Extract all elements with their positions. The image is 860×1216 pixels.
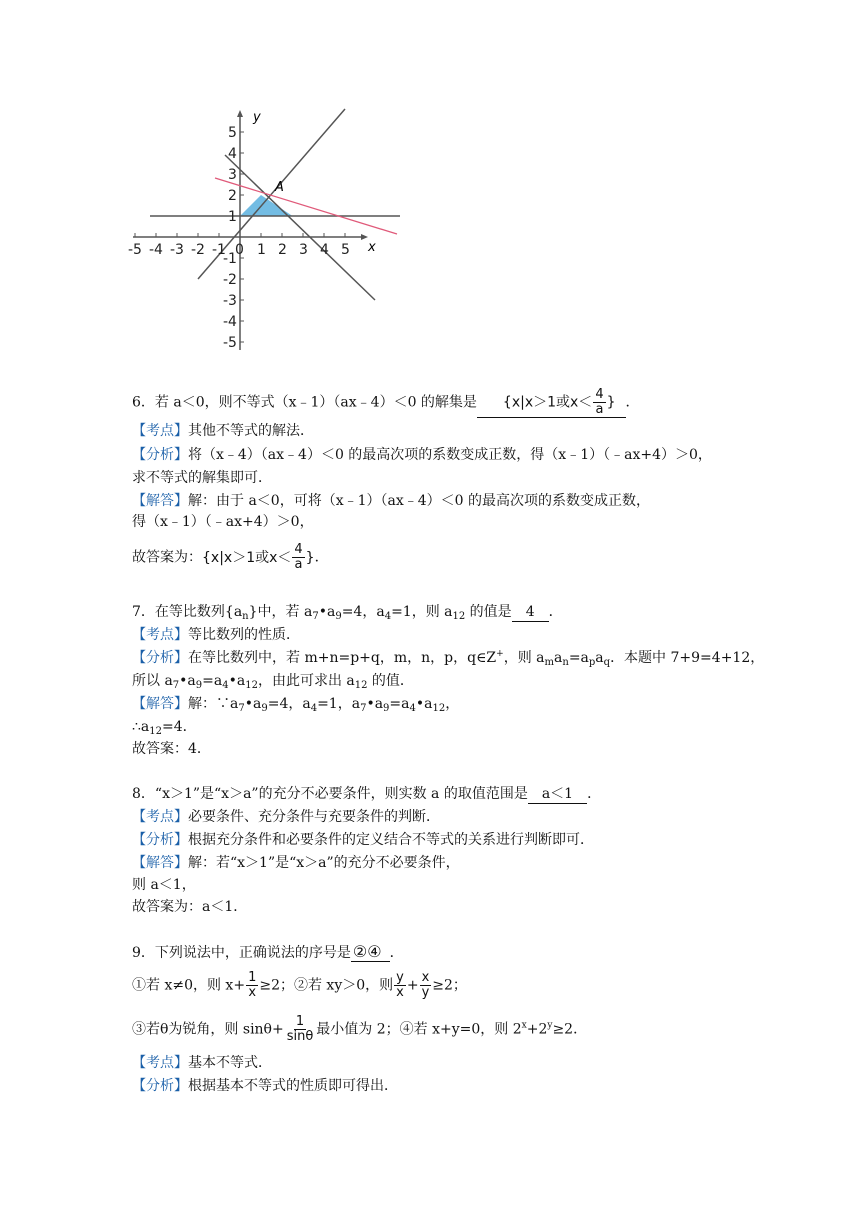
x-tick: 1 bbox=[257, 242, 266, 258]
point-a-label: A bbox=[275, 180, 284, 195]
x-tick: -2 bbox=[191, 242, 205, 258]
y-tick: 1 bbox=[228, 209, 237, 225]
q6-answer: {x|x＞1或x＜ $\frac{4}{a}$ } bbox=[477, 388, 626, 418]
x-tick: 2 bbox=[278, 242, 287, 258]
y-axis-label: y bbox=[253, 110, 261, 125]
q6-fenxi-cont: 求不等式的解集即可． bbox=[132, 470, 272, 486]
y-tick: -2 bbox=[223, 272, 237, 288]
x-tick: 3 bbox=[299, 242, 308, 258]
y-tick: -5 bbox=[223, 335, 237, 351]
q8-fenxi: 【分析】根据充分条件和必要条件的定义结合不等式的关系进行判断即可． bbox=[132, 832, 594, 848]
q7-fenxi-cont: 所以 $a_7•a_9=a_4•a_{12}$，由此可求出 $a_{12}$ 的值． bbox=[132, 673, 414, 691]
coordinate-figure bbox=[125, 105, 405, 355]
q6-fenxi: 【分析】将（x﹣4）（ax﹣4）＜0 的最高次项的系数变成正数，得（x﹣1）（﹣ax+4）＞0， bbox=[132, 447, 712, 463]
x-tick: 5 bbox=[341, 242, 350, 258]
y-tick: -4 bbox=[223, 314, 237, 330]
x-tick: 0 bbox=[235, 242, 244, 258]
q8-stem: 8．“x＞1”是“x＞a”的充分不必要条件，则实数 a 的取值范围是 a＜1 ． bbox=[132, 786, 602, 802]
q9-fenxi: 【分析】根据基本不等式的性质即可得出． bbox=[132, 1078, 398, 1094]
q6-stem: 6．若 a＜0，则不等式（x﹣1）（ax﹣4）＜0 的解集是 {x|x＞1或x＜ $\frac{4}{a}$ } ． bbox=[132, 387, 640, 417]
q9-statements-3-4: ③若θ为锐角，则 sinθ+ $\frac{1}{\sin\theta}$ 最小值为 2；④若 x+y=0，则 $2^x+2^y\ge 2$． bbox=[132, 1014, 588, 1044]
objective-line bbox=[215, 178, 397, 234]
q7-jieda-cont: $\therefore a_{12}=4$． bbox=[132, 719, 197, 737]
y-tick: 5 bbox=[228, 125, 237, 141]
q7-kaodian: 【考点】等比数列的性质． bbox=[132, 627, 300, 643]
q8-jieda: 【解答】解：若“x＞1”是“x＞a”的充分不必要条件， bbox=[132, 855, 460, 871]
q8-kaodian: 【考点】必要条件、充分条件与充要条件的判断． bbox=[132, 809, 440, 825]
y-tick: 2 bbox=[228, 188, 237, 204]
x-tick: -4 bbox=[149, 242, 163, 258]
x-tick: -1 bbox=[212, 242, 226, 258]
y-axis-arrow bbox=[237, 110, 243, 117]
q7-final: 故答案：4． bbox=[132, 741, 211, 757]
q8-jieda-cont: 则 a＜1， bbox=[132, 877, 196, 893]
q9-statements-1-2: ①若 x≠0，则 x+ $\frac{1}{x}$ ≥2；②若 xy＞0，则 $\frac{y}{x}$ + $\frac{x}{y}$ ≥2； bbox=[132, 970, 467, 1000]
q6-kaodian: 【考点】其他不等式的解法． bbox=[132, 423, 314, 439]
x-axis-arrow bbox=[361, 234, 368, 240]
x-tick: -5 bbox=[128, 242, 142, 258]
line-y-equals-3-minus-x bbox=[225, 155, 375, 300]
q9-kaodian: 【考点】基本不等式． bbox=[132, 1055, 272, 1071]
q7-jieda: 【解答】解：$\because a_7•a_9=4$，$a_4=1$，$a_7•a_9=a_4•a_{12}$， bbox=[132, 696, 460, 714]
q6-jieda-cont: 得（x﹣1）（﹣ax+4）＞0， bbox=[132, 514, 314, 530]
q7-stem: 7．在等比数列$\{a_n\}$中，若 $a_7•a_9=4$，$a_4=1$，则 $a_{12}$ 的值是 4 ． bbox=[132, 604, 563, 622]
q7-fenxi: 【分析】在等比数列中，若 m+n=p+q，m，n，p，q∈Z+，则 $a_ma_n=a_pa_q$．本题中 7+9=4+12， bbox=[132, 649, 765, 668]
q7-answer: 4 bbox=[512, 603, 549, 622]
x-tick: 4 bbox=[320, 242, 329, 258]
q9-stem: 9．下列说法中，正确说法的序号是 ②④ ． bbox=[132, 942, 404, 961]
y-tick: -1 bbox=[223, 251, 237, 267]
y-tick: -3 bbox=[223, 293, 237, 309]
x-tick: -3 bbox=[170, 242, 184, 258]
q9-answer: ②④ bbox=[351, 943, 390, 962]
q6-jieda: 【解答】解：由于 a＜0，可将（x﹣1）（ax﹣4）＜0 的最高次项的系数变成正数， bbox=[132, 493, 651, 509]
q8-answer: a＜1 bbox=[528, 785, 587, 804]
q6-final: 故答案为：{x|x＞1或x＜ $\frac{4}{a}$ }． bbox=[132, 542, 329, 572]
q8-final: 故答案为：a＜1． bbox=[132, 899, 248, 915]
y-tick: 4 bbox=[228, 146, 237, 162]
y-tick: 3 bbox=[228, 167, 237, 183]
x-axis-label: x bbox=[368, 240, 376, 255]
